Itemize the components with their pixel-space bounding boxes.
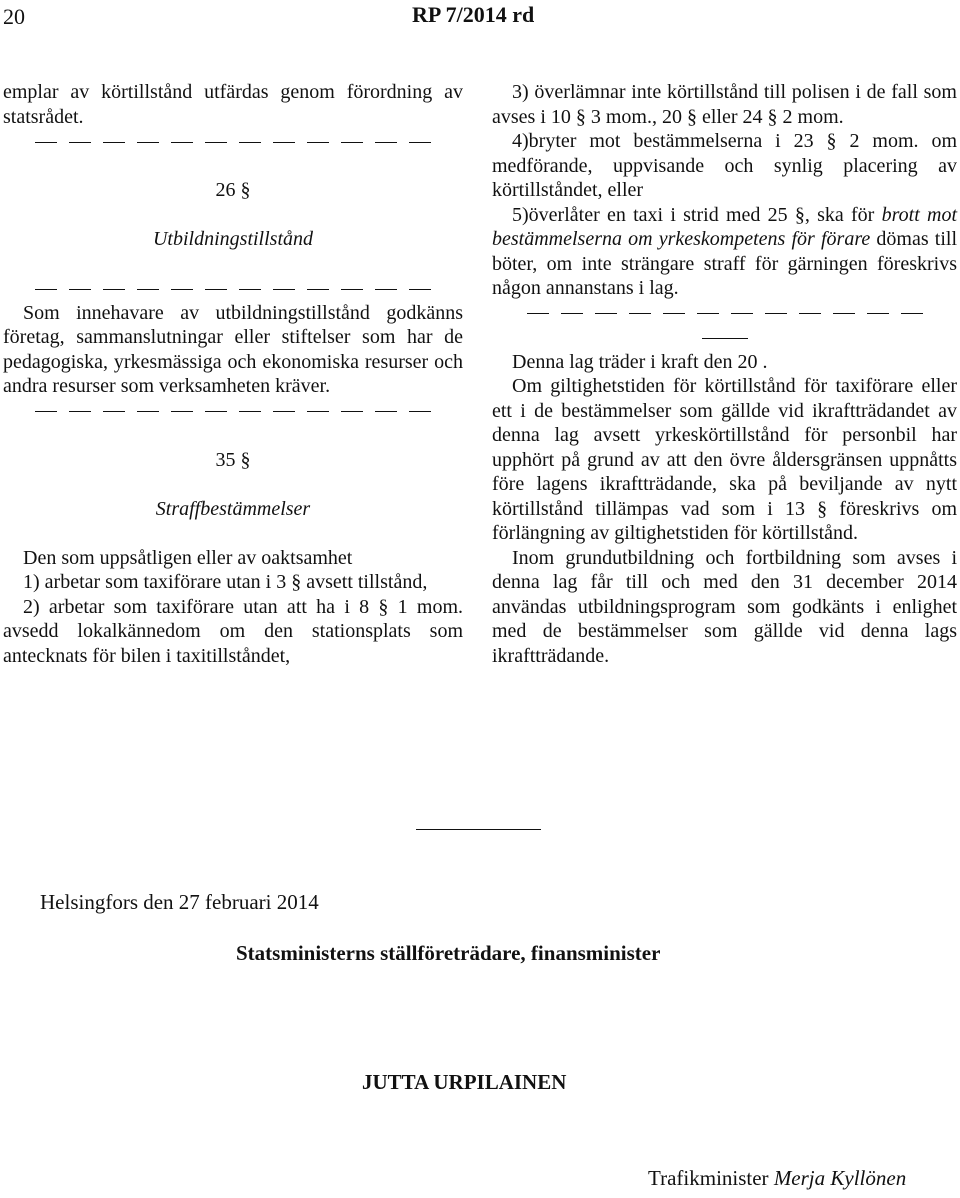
section-35-intro: Den som uppsåtligen eller av oaktsamhet (23, 546, 353, 569)
section-26-text: Som innehavare av utbildningstillstånd godkänns företag, sammanslutningar eller stiftelser som har de pedagogiska, yrkesmässiga och ekonomiska resurser och andra resurser som verksamheten kräver. (3, 301, 463, 397)
paragraph-continuation: emplar av körtillstånd utfärdas genom förordning av statsrådet. (3, 81, 463, 128)
countersignatory (648, 1166, 906, 1191)
document-title: RP 7/2014 rd (412, 2, 535, 27)
omission-dashes (3, 129, 463, 154)
transition-provision-1: Om giltighetstiden för körtillstånd för taxiförare eller ett i de bestämmelser som gällde vid ikraftträdandet av denna lag avsett yrkeskörtillstånd för personbil har upphört på grund av att den övre åldersgränsen uppnåtts före lagens ikraftträdande, ska på beviljande av nytt körtillstånd tillämpas vad som i 13 § föreskrivs om förlängning av giltighetstiden för körtillstånd. (492, 375, 957, 544)
penalty-item-4: 4)bryter mot bestämmelserna i 23 § 2 mom. om medförande, uppvisande och synlig placering av körtillståndet, eller (492, 130, 957, 201)
left-column (3, 80, 463, 668)
omission-dashes (492, 301, 957, 326)
penalty-item-5-start: 5)överlåter en taxi i strid med 25 §, ska för (512, 203, 882, 226)
section-26-number: 26 § (215, 179, 251, 201)
page-number: 20 (3, 4, 25, 29)
penalty-item-5-end: dömas till böter, om inte strängare straff för gärningen föreskrivs någon annanstans i lag. (492, 228, 957, 299)
signatory-name: JUTTA URPILAINEN (362, 1070, 567, 1094)
countersignatory-title: Trafikminister (648, 1166, 769, 1190)
closing-rule (416, 829, 541, 830)
section-end-rule (492, 325, 957, 350)
entry-into-force: Denna lag träder i kraft den 20 . (512, 350, 768, 373)
signature-place-date: Helsingfors den 27 februari 2014 (40, 890, 319, 914)
countersignatory-name: Merja Kyllönen (773, 1166, 907, 1190)
penalty-item-1: 1) arbetar som taxiförare utan i 3 § avsett tillstånd, (23, 571, 428, 593)
right-column (492, 80, 957, 668)
section-35-heading: Straffbestämmelser (155, 497, 311, 520)
penalty-item-5-offence: brott mot bestämmelserna om yrkeskompetens för förare (492, 203, 957, 250)
omission-dashes (3, 276, 463, 301)
penalty-item-5 (492, 203, 957, 301)
omission-dashes (3, 399, 463, 424)
signatory-role: Statsministerns ställföreträdare, finansminister (236, 941, 661, 965)
penalty-item-2: 2) arbetar som taxiförare utan att ha i 8 § 1 mom. avsedd lokalkännedom om den stationsplats som antecknats för bilen i taxitillståndet, (3, 595, 463, 667)
penalty-item-3: 3) överlämnar inte körtillstånd till polisen i de fall som avses i 10 § 3 mom., 20 § eller 24 § 2 mom. (492, 81, 957, 128)
section-26-heading: Utbildningstillstånd (152, 228, 314, 250)
transition-provision-2: Inom grundutbildning och fortbildning som avses i denna lag får till och med den 31 december 2014 användas utbildningsprogram som godkänts i enlighet med de bestämmelser som gällde vid denna lags ikraftträdande. (492, 546, 957, 667)
section-35-number: 35 § (215, 448, 251, 471)
